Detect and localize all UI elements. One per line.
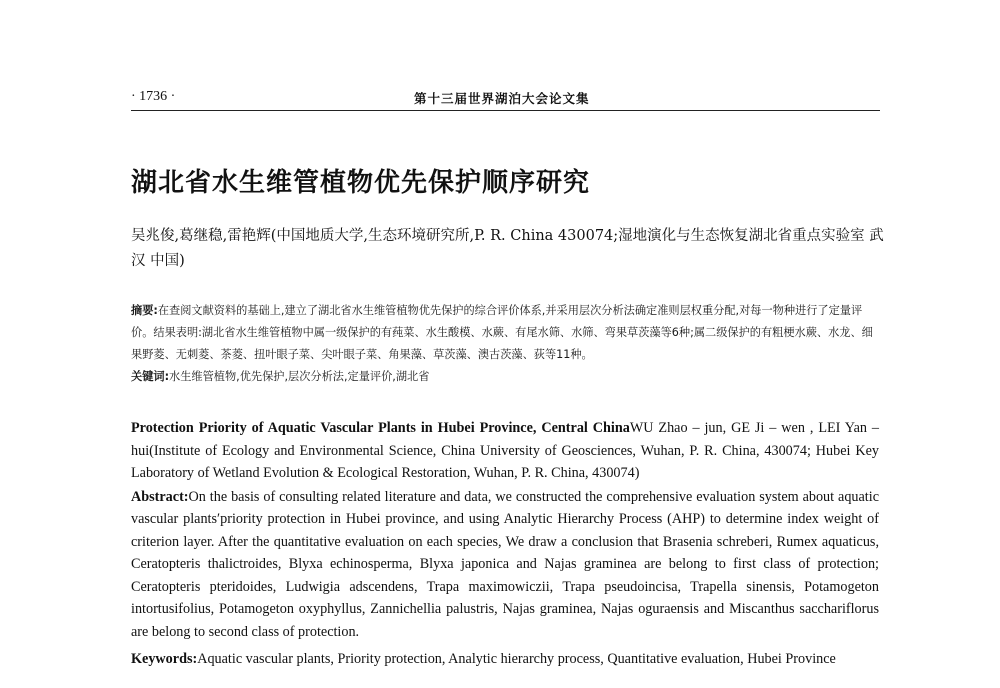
authors-en: WU Zhao – jun, GE Ji – wen , LEI Yan – hui(Institute of Ecology and Environmental Science, China University of Geosciences, Wuhan, P. R. China, 430074; Hubei Key Laboratory of Wetland Evolution & Ecological Restoration, Wuhan, P. R. China, 430074) xyxy=(131,420,879,481)
keywords-zh-text: 水生维管植物,优先保护,层次分析法,定量评价,湖北省 xyxy=(169,370,430,383)
keywords-en-text: Aquatic vascular plants, Priority protection, Analytic hierarchy process, Quantitative evaluation, Hubei Province xyxy=(197,651,836,667)
abstract-en-text: On the basis of consulting related literature and data, we constructed the comprehensive evaluation system about aquatic vascular plants′priority protection in Hubei province, and using Analytic Hierarchy Process (AHP) to determine index weight of criterion layer. After the quantitative evaluation on each species, We draw a conclusion that Brasenia schreberi, Rumex aquaticus, Ceratopteris thalictroides, Blyxa echinosperma, Blyxa japonica and Najas graminea are belong to first class of protection; Ceratopteris pteridoides, Ludwigia adscendens, Trapa maximowiczii, Trapa pseudoincisa, Trapella sinensis, Potamogeton intortusifolius, Potamogeton oxyphyllus, Zannichellia palustris, Najas graminea, Najas oguraensis and Miscanthus sacchariflorus are belong to second class of protection. xyxy=(131,488,879,640)
proceedings-title: 第十三届世界湖泊大会论文集 xyxy=(414,91,590,106)
header-rule xyxy=(131,110,880,111)
abstract-zh-text: 在查阅文献资料的基础上,建立了湖北省水生维管植物优先保护的综合评价体系,并采用层次分析法确定准则层权重分配,对每一物种进行了定量评价。结果表明:湖北省水生维管植物中属一级保护的有莼菜、水生酸模、水蕨、有尾水筛、水筛、弯果草茨藻等6种;属二级保护的有粗梗水蕨、水龙、细果野菱、无刺菱、茶菱、扭叶眼子菜、尖叶眼子菜、角果藻、草茨藻、澳古茨藻、荻等11种。 xyxy=(131,304,873,361)
authors-zh: 吴兆俊,葛继稳,雷艳辉(中国地质大学,生态环境研究所,P. R. China 430074;湿地演化与生态恢复湖北省重点实验室 武汉 中国) xyxy=(131,228,884,269)
article-title-zh: 湖北省水生维管植物优先保护顺序研究 xyxy=(131,168,591,198)
abstract-en-label: Abstract: xyxy=(131,488,189,505)
keywords-zh xyxy=(131,366,883,388)
keywords-en-label: Keywords: xyxy=(131,651,198,667)
article-title-en: Protection Priority of Aquatic Vascular Plants in Hubei Province, Central China xyxy=(131,420,630,436)
abstract-zh-block xyxy=(131,300,883,388)
page-number: · 1736 · xyxy=(131,89,176,104)
abstract-zh xyxy=(131,300,883,366)
english-heading xyxy=(131,417,879,485)
abstract-zh-label: 摘要: xyxy=(131,304,158,317)
english-abstract-block xyxy=(131,417,879,671)
running-header xyxy=(131,89,880,113)
abstract-en xyxy=(131,486,879,644)
keywords-zh-label: 关键词: xyxy=(131,370,170,383)
keywords-en xyxy=(131,648,879,671)
